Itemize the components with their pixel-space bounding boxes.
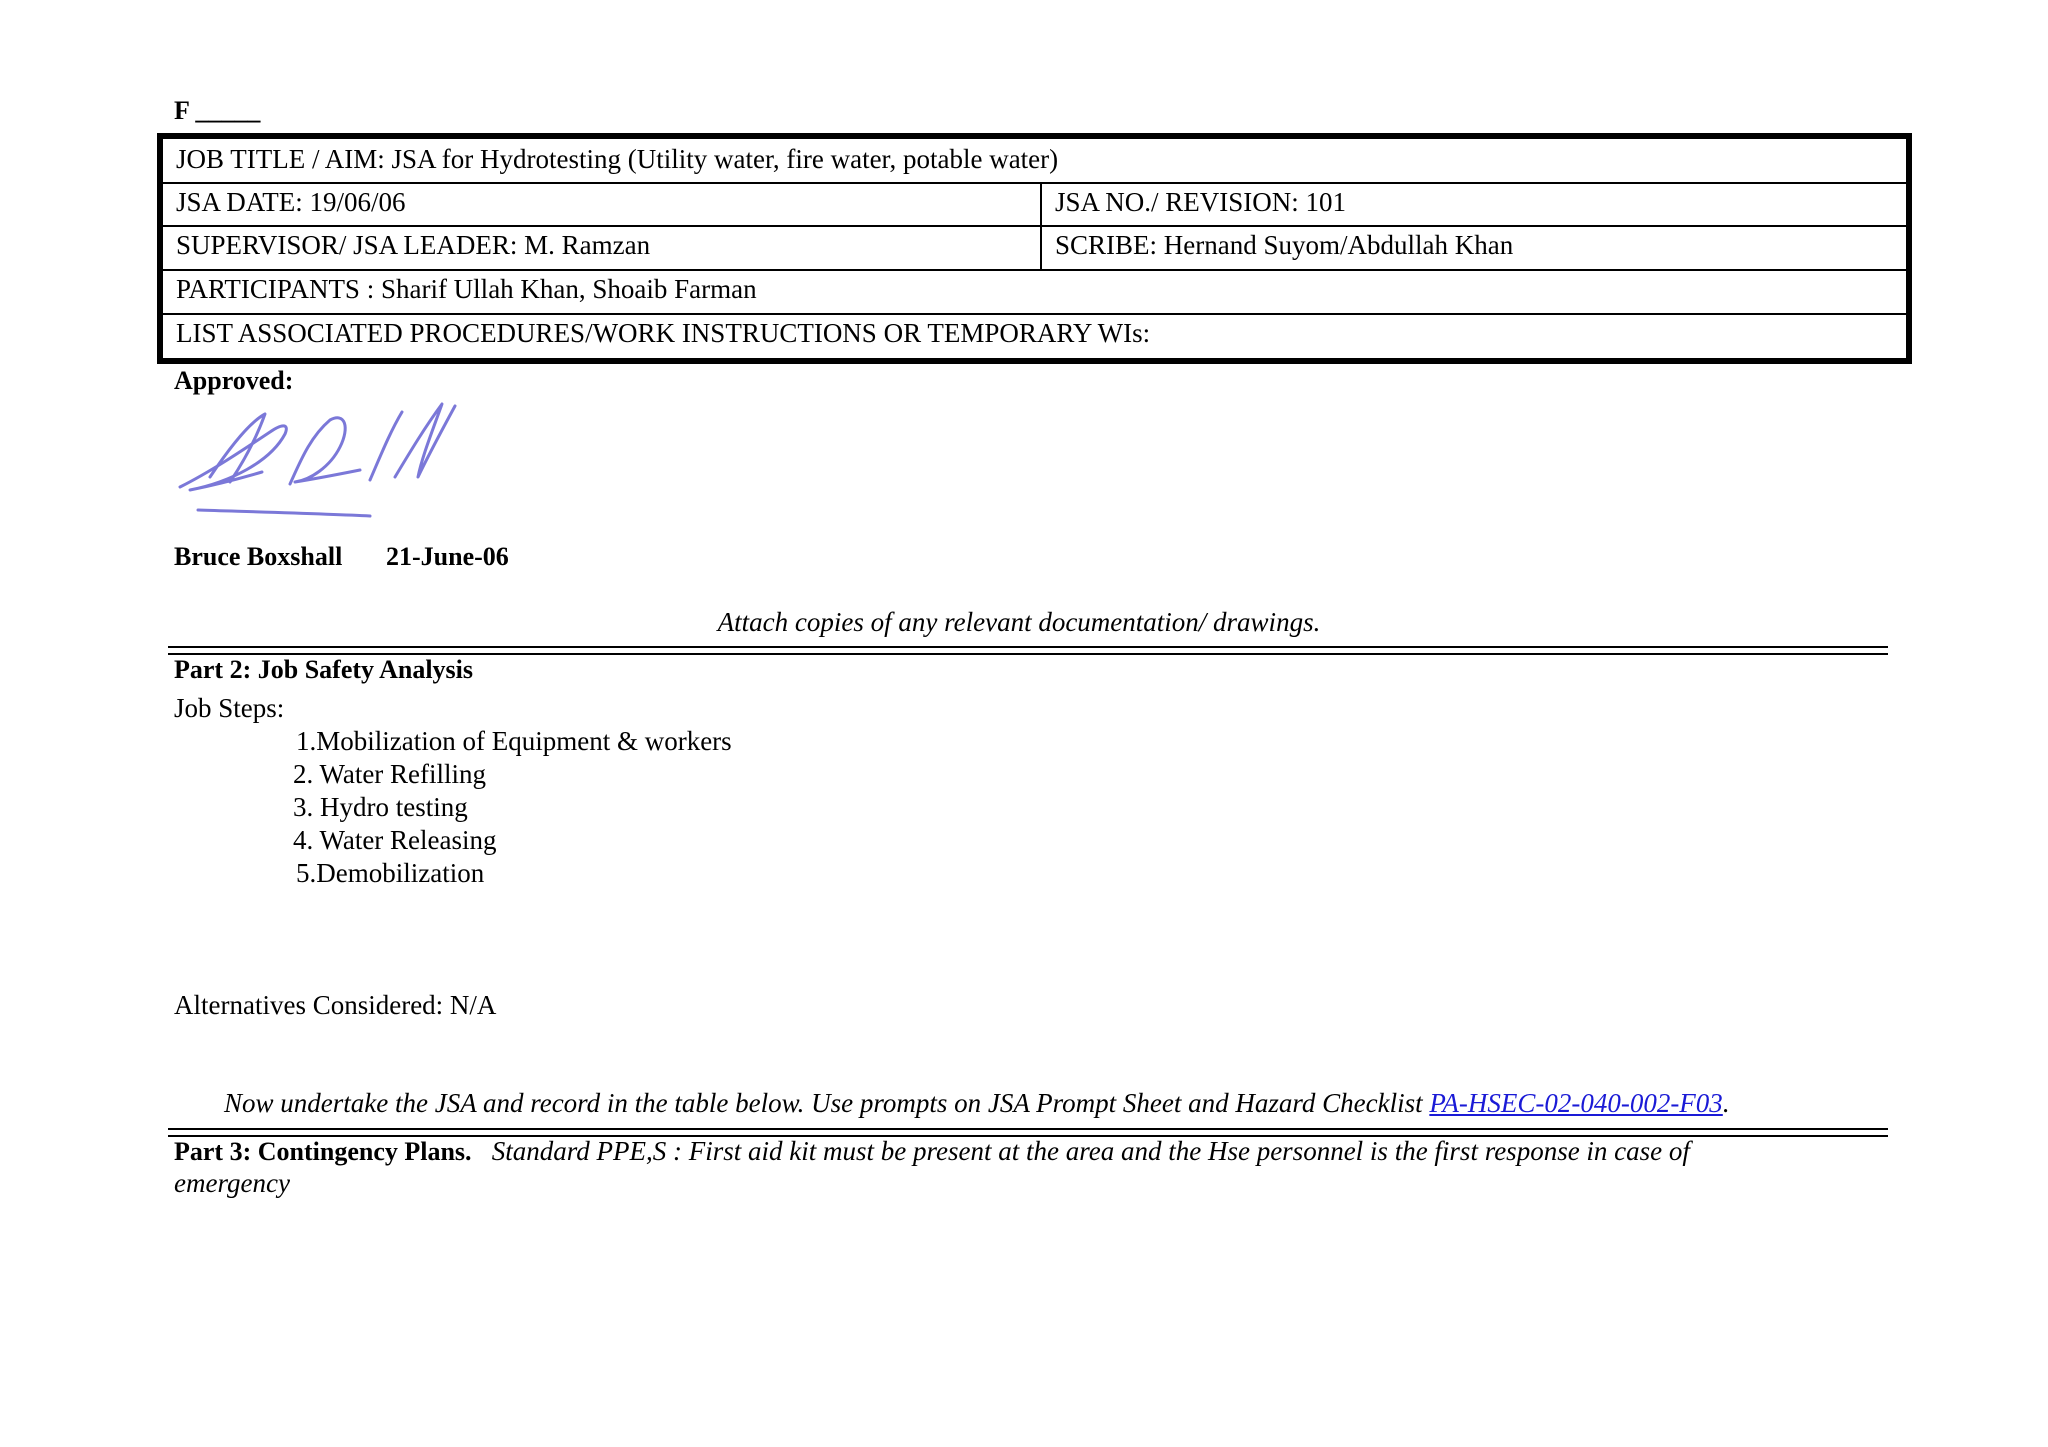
approval-date: 21-June-06 — [386, 542, 509, 571]
table-row-supervisor — [163, 225, 1906, 271]
table-row-procedures — [163, 313, 1906, 358]
part3-heading: Part 3: Contingency Plans. — [174, 1137, 472, 1166]
approver-signature — [170, 392, 490, 532]
participants-cell: PARTICIPANTS : Sharif Ullah Khan, Shoaib Farman — [176, 274, 757, 304]
procedures-cell: LIST ASSOCIATED PROCEDURES/WORK INSTRUCTIONS OR TEMPORARY WIs: — [176, 318, 1151, 348]
approved-label: Approved: — [174, 366, 294, 395]
table-row-job-title — [163, 139, 1906, 184]
scribe-cell: SCRIBE: Hernand Suyom/Abdullah Khan — [1055, 230, 1514, 260]
contingency-plan-text-cont: emergency — [174, 1168, 290, 1198]
supervisor-cell: SUPERVISOR/ JSA LEADER: M. Ramzan — [176, 230, 651, 260]
jsa-no-cell: JSA NO./ REVISION: 101 — [1055, 187, 1347, 217]
contingency-plan-text: Standard PPE,S : First aid kit must be present at the area and the Hse personnel is the first response in case of — [491, 1136, 1690, 1166]
jsa-header-table — [157, 133, 1912, 364]
instruction-trailing: . — [1722, 1088, 1730, 1118]
job-title-cell: JOB TITLE / AIM: JSA for Hydrotesting (Utility water, fire water, potable water) — [176, 144, 1059, 174]
section-divider — [168, 646, 1888, 655]
table-row-date — [163, 182, 1906, 227]
approver-name: Bruce Boxshall — [174, 542, 343, 571]
part2-heading: Part 2: Job Safety Analysis — [174, 655, 473, 684]
attach-note-text: Attach copies of any relevant documentation/ drawings. — [717, 607, 1321, 637]
jsa-instruction — [224, 1088, 1730, 1119]
job-steps-label: Job Steps: — [174, 693, 285, 723]
attach-note — [0, 607, 2048, 638]
jsa-date-cell: JSA DATE: 19/06/06 — [176, 187, 406, 217]
hazard-checklist-link[interactable]: PA-HSEC-02-040-002-F03 — [1429, 1088, 1723, 1118]
job-step-item: 3. Hydro testing — [293, 792, 468, 822]
table-row-participants — [163, 269, 1906, 315]
alternatives-considered: Alternatives Considered: N/A — [174, 990, 497, 1020]
form-code: F _____ — [174, 96, 261, 125]
job-step-item: 2. Water Refilling — [293, 759, 487, 789]
part3-line1 — [174, 1136, 1690, 1167]
job-step-item: 1.Mobilization of Equipment & workers — [296, 726, 732, 756]
job-step-item: 4. Water Releasing — [293, 825, 497, 855]
instruction-text: Now undertake the JSA and record in the table below. Use prompts on JSA Prompt Sheet and Hazard Checklist — [224, 1088, 1430, 1118]
job-step-item: 5.Demobilization — [296, 858, 485, 888]
